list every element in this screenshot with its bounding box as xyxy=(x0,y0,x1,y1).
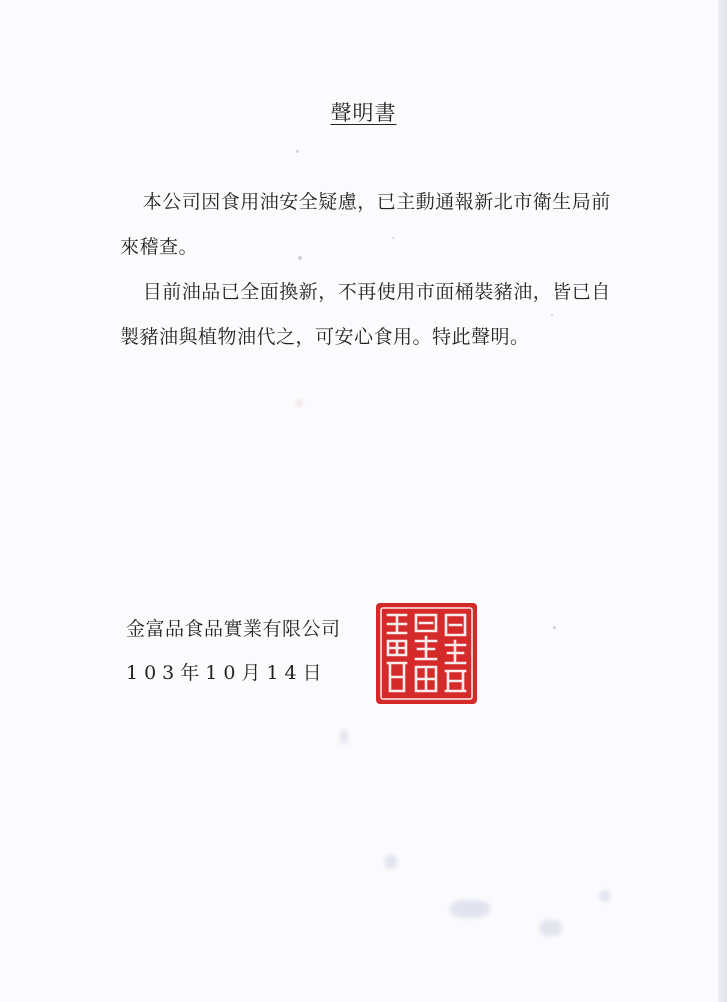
scan-speck xyxy=(553,626,556,629)
document-title xyxy=(0,97,727,127)
statement-paragraph-2: 目前油品已全面換新，不再使用市面桶裝豬油，皆已自製豬油與植物油代之，可安心食用。特此聲明。 xyxy=(120,281,611,348)
scan-speck xyxy=(296,150,299,153)
scan-smudge xyxy=(296,400,302,406)
scan-speck xyxy=(298,256,302,260)
scan-smudge xyxy=(540,920,562,936)
scan-smudge xyxy=(340,730,348,744)
scan-smudge xyxy=(600,890,610,902)
page-edge-shadow xyxy=(718,0,727,1002)
statement-body xyxy=(120,180,620,360)
document-title-text: 聲明書 xyxy=(330,101,397,125)
scan-smudge xyxy=(385,855,397,869)
scan-speck xyxy=(392,237,394,239)
statement-paragraph-1: 本公司因食用油安全疑慮，已主動通報新北市衛生局前來稽查。 xyxy=(120,191,611,258)
scan-smudge xyxy=(450,900,490,918)
statement-date: 103年10月14日 xyxy=(126,662,328,684)
company-name: 金富品食品實業有限公司 xyxy=(126,618,341,640)
scan-speck xyxy=(551,314,553,316)
company-seal-stamp xyxy=(376,603,477,704)
